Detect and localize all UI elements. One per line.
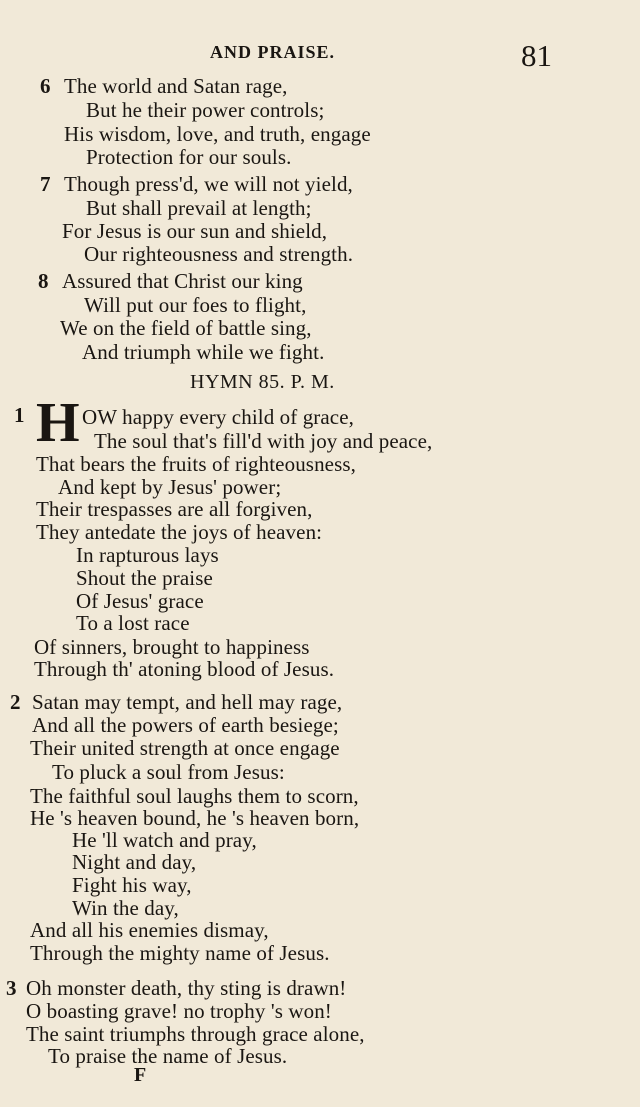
verse-line: And triumph while we fight. <box>82 340 325 364</box>
verse-line: Through th' atoning blood of Jesus. <box>34 657 335 681</box>
verse-line: And kept by Jesus' power; <box>58 475 282 499</box>
stanza-number: 1 <box>14 403 25 427</box>
verse-line: The soul that's fill'd with joy and peace, <box>94 429 433 453</box>
verse-line: In rapturous lays <box>76 543 219 567</box>
verse-line: To a lost race <box>76 611 190 635</box>
verse-line: The faithful soul laughs them to scorn, <box>30 784 359 808</box>
verse-line: Their trespasses are all forgiven, <box>36 497 313 521</box>
verse-line: Satan may tempt, and hell may rage, <box>32 690 343 714</box>
verse-line: To pluck a soul from Jesus: <box>52 760 285 784</box>
verse-line: That bears the fruits of righteousness, <box>36 452 356 476</box>
verse-line: Through the mighty name of Jesus. <box>30 941 330 965</box>
verse-line: He 's heaven bound, he 's heaven born, <box>30 806 360 830</box>
running-head: AND PRAISE. <box>210 42 336 62</box>
drop-cap: H <box>36 392 80 454</box>
signature-mark: F <box>134 1064 147 1086</box>
verse-line: They antedate the joys of heaven: <box>36 520 323 544</box>
verse-line: Assured that Christ our king <box>62 269 303 293</box>
verse-line: The saint triumphs through grace alone, <box>26 1022 365 1046</box>
verse-line: To praise the name of Jesus. <box>48 1044 288 1068</box>
stanza-number: 2 <box>10 690 21 714</box>
stanza-number: 8 <box>38 269 49 293</box>
stanza-number: 6 <box>40 74 51 98</box>
verse-line: And all the powers of earth besiege; <box>32 713 339 737</box>
verse-line: Fight his way, <box>72 873 192 897</box>
verse-line: Shout the praise <box>76 566 213 590</box>
verse-line: Of Jesus' grace <box>76 589 204 613</box>
verse-line: OW happy every child of grace, <box>82 405 355 429</box>
stanza-number: 3 <box>6 976 17 1000</box>
verse-line: We on the field of battle sing, <box>60 316 312 340</box>
verse-line: Protection for our souls. <box>86 145 292 169</box>
verse-line: His wisdom, love, and truth, engage <box>64 122 371 146</box>
verse-line: Oh monster death, thy sting is drawn! <box>26 976 347 1000</box>
verse-line: O boasting grave! no trophy 's won! <box>26 999 332 1023</box>
page-number: 81 <box>521 38 552 73</box>
stanza-number: 7 <box>40 172 51 196</box>
verse-line: The world and Satan rage, <box>64 74 288 98</box>
verse-line: Will put our foes to flight, <box>84 293 307 317</box>
verse-line: Of sinners, brought to happiness <box>34 635 310 659</box>
verse-line: But shall prevail at length; <box>86 196 312 220</box>
verse-line: Night and day, <box>72 850 197 874</box>
verse-line: Our righteousness and strength. <box>84 242 354 266</box>
hymn-title: HYMN 85. P. M. <box>190 371 335 393</box>
verse-line: But he their power controls; <box>86 98 325 122</box>
verse-line: And all his enemies dismay, <box>30 918 269 942</box>
verse-line: Win the day, <box>72 896 179 920</box>
verse-line: For Jesus is our sun and shield, <box>62 219 328 243</box>
verse-line: He 'll watch and pray, <box>72 828 257 852</box>
verse-line: Though press'd, we will not yield, <box>64 172 353 196</box>
verse-line: Their united strength at once engage <box>30 736 340 760</box>
